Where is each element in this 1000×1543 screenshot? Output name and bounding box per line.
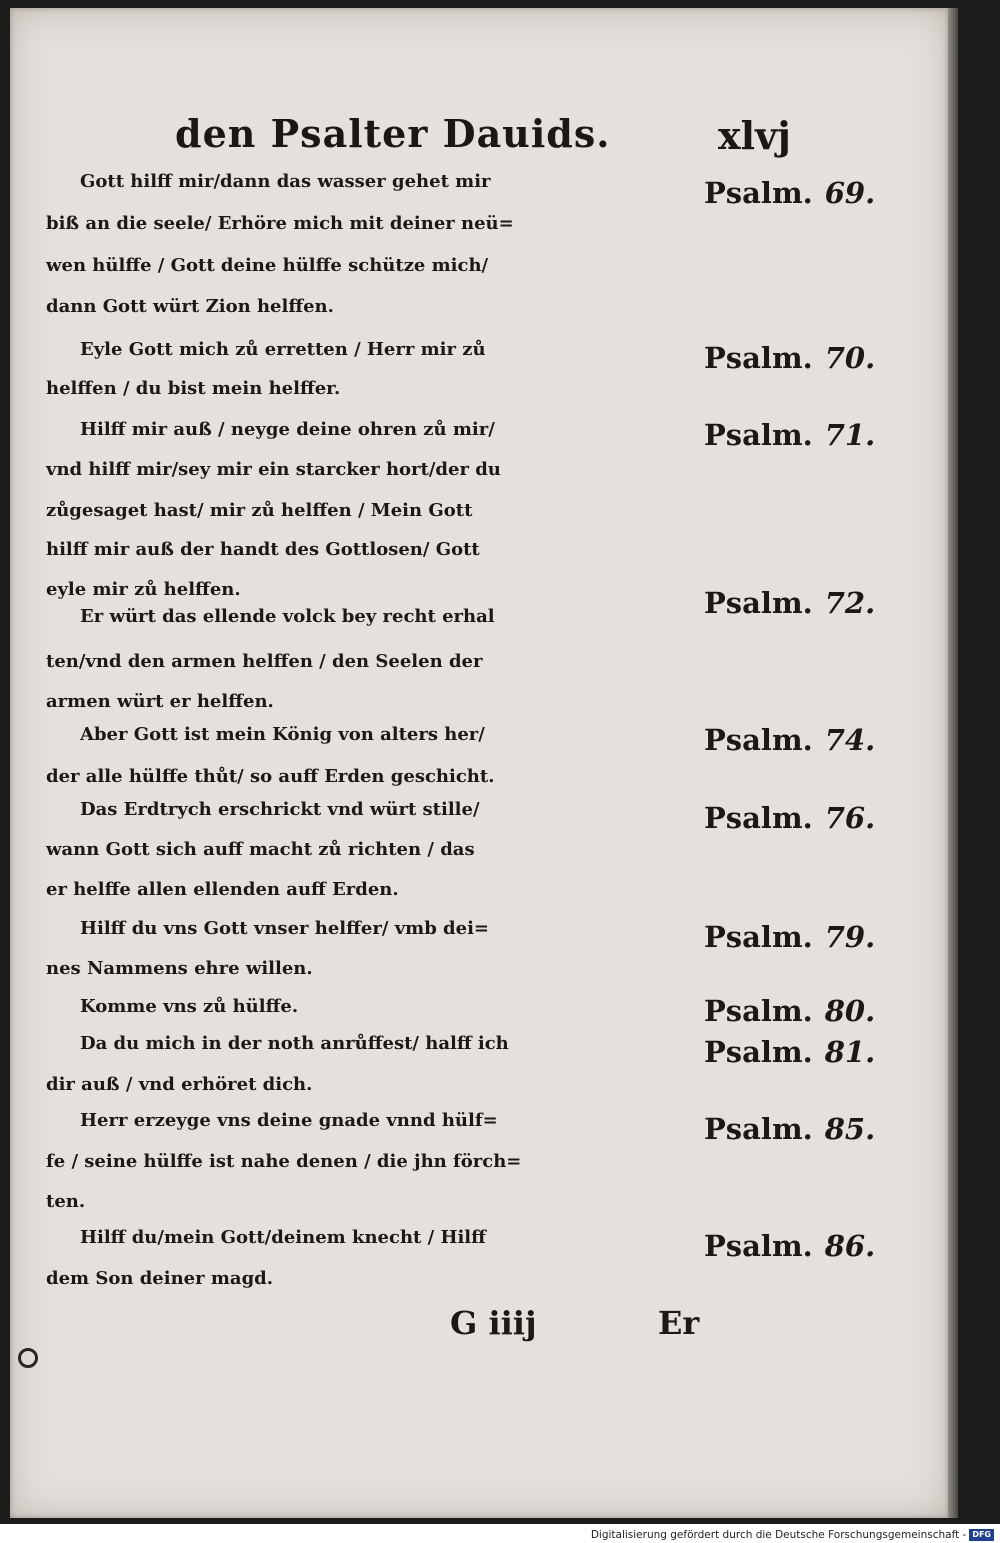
text-line: armen würt er helffen.	[46, 691, 274, 712]
text-line: nes Nammens ehre willen.	[46, 958, 313, 979]
signature-mark: G iiij	[450, 1304, 537, 1342]
text-line: fe / seine hülffe ist nahe denen / die jhn förch=	[46, 1151, 522, 1172]
folio-number: xlvj	[718, 113, 791, 158]
text-line: Hilff mir auß / neyge deine ohren zů mir/	[80, 419, 495, 440]
psalm-number: 70.	[824, 341, 876, 375]
text-line: Da du mich in der noth anrůffest/ halff ich	[80, 1033, 509, 1054]
psalm-reference	[704, 418, 875, 452]
psalm-label: Psalm.	[704, 1229, 813, 1263]
psalm-number: 76.	[824, 801, 876, 835]
psalm-label: Psalm.	[704, 1112, 813, 1146]
psalm-number: 72.	[824, 586, 876, 620]
page-edge	[948, 8, 958, 1518]
text-line: Gott hilff mir/dann das wasser gehet mir	[80, 171, 491, 192]
psalm-reference	[704, 1035, 875, 1069]
text-line: hilff mir auß der handt des Gottlosen/ Gott	[46, 539, 480, 560]
text-line: dir auß / vnd erhöret dich.	[46, 1074, 313, 1095]
book-page	[10, 8, 948, 1518]
digitization-credit	[591, 1528, 994, 1542]
text-line: ten/vnd den armen helffen / den Seelen der	[46, 651, 483, 672]
ornament-mark	[18, 1348, 38, 1368]
psalm-number: 80.	[824, 994, 876, 1028]
text-line: Aber Gott ist mein König von alters her/	[80, 724, 485, 745]
text-line: Komme vns zů hülffe.	[80, 996, 299, 1017]
text-line: Eyle Gott mich zů erretten / Herr mir zů	[80, 339, 486, 360]
psalm-label: Psalm.	[704, 920, 813, 954]
psalm-number: 69.	[824, 176, 876, 210]
text-line: Hilff du vns Gott vnser helffer/ vmb dei=	[80, 918, 490, 939]
running-title: den Psalter Dauids.	[175, 111, 611, 156]
catchword: Er	[658, 1304, 700, 1342]
text-line: der alle hülffe thůt/ so auff Erden geschicht.	[46, 766, 495, 787]
psalm-reference	[704, 341, 875, 375]
text-line: er helffe allen ellenden auff Erden.	[46, 879, 399, 900]
text-line: biß an die seele/ Erhöre mich mit deiner neü=	[46, 213, 514, 234]
psalm-number: 79.	[824, 920, 876, 954]
text-line: helffen / du bist mein helffer.	[46, 378, 341, 399]
text-line: wen hülffe / Gott deine hülffe schütze mich/	[46, 255, 489, 276]
psalm-label: Psalm.	[704, 801, 813, 835]
psalm-reference	[704, 994, 875, 1028]
psalm-label: Psalm.	[704, 418, 813, 452]
psalm-label: Psalm.	[704, 586, 813, 620]
text-line: Das Erdtrych erschrickt vnd würt stille/	[80, 799, 480, 820]
text-line: wann Gott sich auff macht zů richten / das	[46, 839, 475, 860]
psalm-number: 74.	[824, 723, 876, 757]
psalm-number: 85.	[824, 1112, 876, 1146]
credit-text: Digitalisierung gefördert durch die Deutsche Forschungsgemeinschaft -	[590, 1529, 967, 1541]
psalm-number: 71.	[824, 418, 876, 452]
text-line: Er würt das ellende volck bey recht erhal	[80, 606, 495, 627]
psalm-number: 86.	[824, 1229, 876, 1263]
psalm-reference	[704, 801, 875, 835]
psalm-label: Psalm.	[704, 1035, 813, 1069]
psalm-reference	[704, 586, 875, 620]
text-line: eyle mir zů helffen.	[46, 579, 241, 600]
psalm-label: Psalm.	[704, 723, 813, 757]
text-line: ten.	[46, 1191, 86, 1212]
psalm-number: 81.	[824, 1035, 876, 1069]
text-line: zůgesaget hast/ mir zů helffen / Mein Gott	[46, 500, 473, 521]
psalm-reference	[704, 176, 875, 210]
psalm-label: Psalm.	[704, 994, 813, 1028]
text-line: dem Son deiner magd.	[46, 1268, 274, 1289]
psalm-reference	[704, 723, 875, 757]
text-line: Hilff du/mein Gott/deinem knecht / Hilff	[80, 1227, 486, 1248]
text-line: dann Gott würt Zion helffen.	[46, 296, 334, 317]
psalm-label: Psalm.	[704, 176, 813, 210]
psalm-reference	[704, 1229, 875, 1263]
psalm-label: Psalm.	[704, 341, 813, 375]
dfg-logo: DFG	[969, 1529, 994, 1541]
text-line: Herr erzeyge vns deine gnade vnnd hülf=	[80, 1110, 498, 1131]
psalm-reference	[704, 920, 875, 954]
psalm-reference	[704, 1112, 875, 1146]
text-line: vnd hilff mir/sey mir ein starcker hort/der du	[46, 459, 501, 480]
